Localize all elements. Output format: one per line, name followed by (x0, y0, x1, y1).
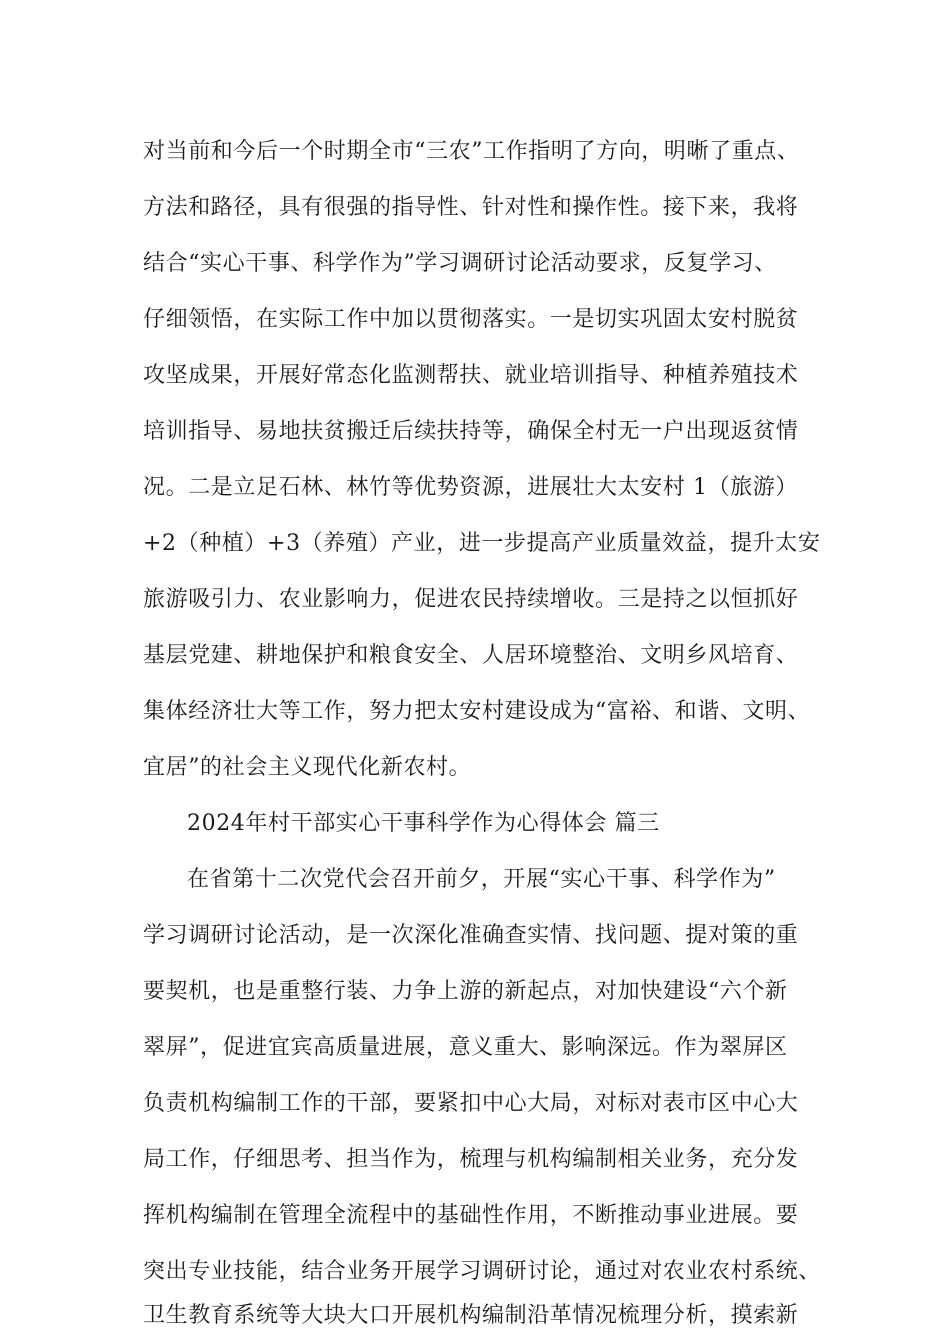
paragraph-line: 仔细领悟，在实际工作中加以贯彻落实。一是切实巩固太安村脱贫 (143, 307, 799, 332)
paragraph-line: 挥机构编制在管理全流程中的基础性作用，不断推动事业进展。要 (143, 1203, 799, 1228)
paragraph-line: 况。二是立足石林、林竹等优势资源，进展壮大太安村 1（旅游） (143, 475, 798, 500)
paragraph-line: 突出专业技能，结合业务开展学习调研讨论，通过对农业农村系统、 (143, 1259, 822, 1284)
paragraph-line: 宜居”的社会主义现代化新农村。 (143, 755, 472, 780)
paragraph-line: 培训指导、易地扶贫搬迁后续扶持等，确保全村无一户出现返贫情 (143, 419, 799, 444)
paragraph-line: 翠屏”，促进宜宾高质量进展，意义重大、影响深远。作为翠屏区 (143, 1035, 788, 1060)
paragraph-line: 结合“实心干事、科学作为”学习调研讨论活动要求，反复学习、 (143, 251, 777, 276)
paragraph-line: 攻坚成果，开展好常态化监测帮扶、就业培训指导、种植养殖技术 (143, 363, 799, 388)
paragraph-line: 旅游吸引力、农业影响力，促进农民持续增收。三是持之以恒抓好 (143, 587, 799, 612)
paragraph-line: 卫生教育系统等大块大口开展机构编制沿革情况梳理分析，摸索新 (143, 1303, 799, 1328)
paragraph-line: 在省第十二次党代会召开前夕，开展“实心干事、科学作为” (187, 867, 776, 892)
paragraph-line: 负责机构编制工作的干部，要紧扣中心大局，对标对表市区中心大 (143, 1091, 799, 1116)
paragraph-line: 方法和路径，具有很强的指导性、针对性和操作性。接下来，我将 (143, 195, 799, 220)
paragraph-line: 局工作，仔细思考、担当作为，梳理与机构编制相关业务，充分发 (143, 1147, 799, 1172)
paragraph-line: 要契机，也是重整行装、力争上游的新起点，对加快建设“六个新 (143, 979, 788, 1004)
section-heading: 2024年村干部实心干事科学作为心得体会 篇三 (187, 811, 660, 836)
paragraph-line: +2（种植）+3（养殖）产业，进一步提高产业质量效益，提升太安 (143, 531, 821, 556)
paragraph-line: 对当前和今后一个时期全市“三农”工作指明了方向，明晰了重点、 (143, 139, 800, 164)
paragraph-line: 学习调研讨论活动，是一次深化准确查实情、找问题、提对策的重 (143, 923, 799, 948)
paragraph-line: 集体经济壮大等工作，努力把太安村建设成为“富裕、和谐、文明、 (143, 699, 811, 724)
paragraph-line: 基层党建、耕地保护和粮食安全、人居环境整治、文明乡风培育、 (143, 643, 799, 668)
